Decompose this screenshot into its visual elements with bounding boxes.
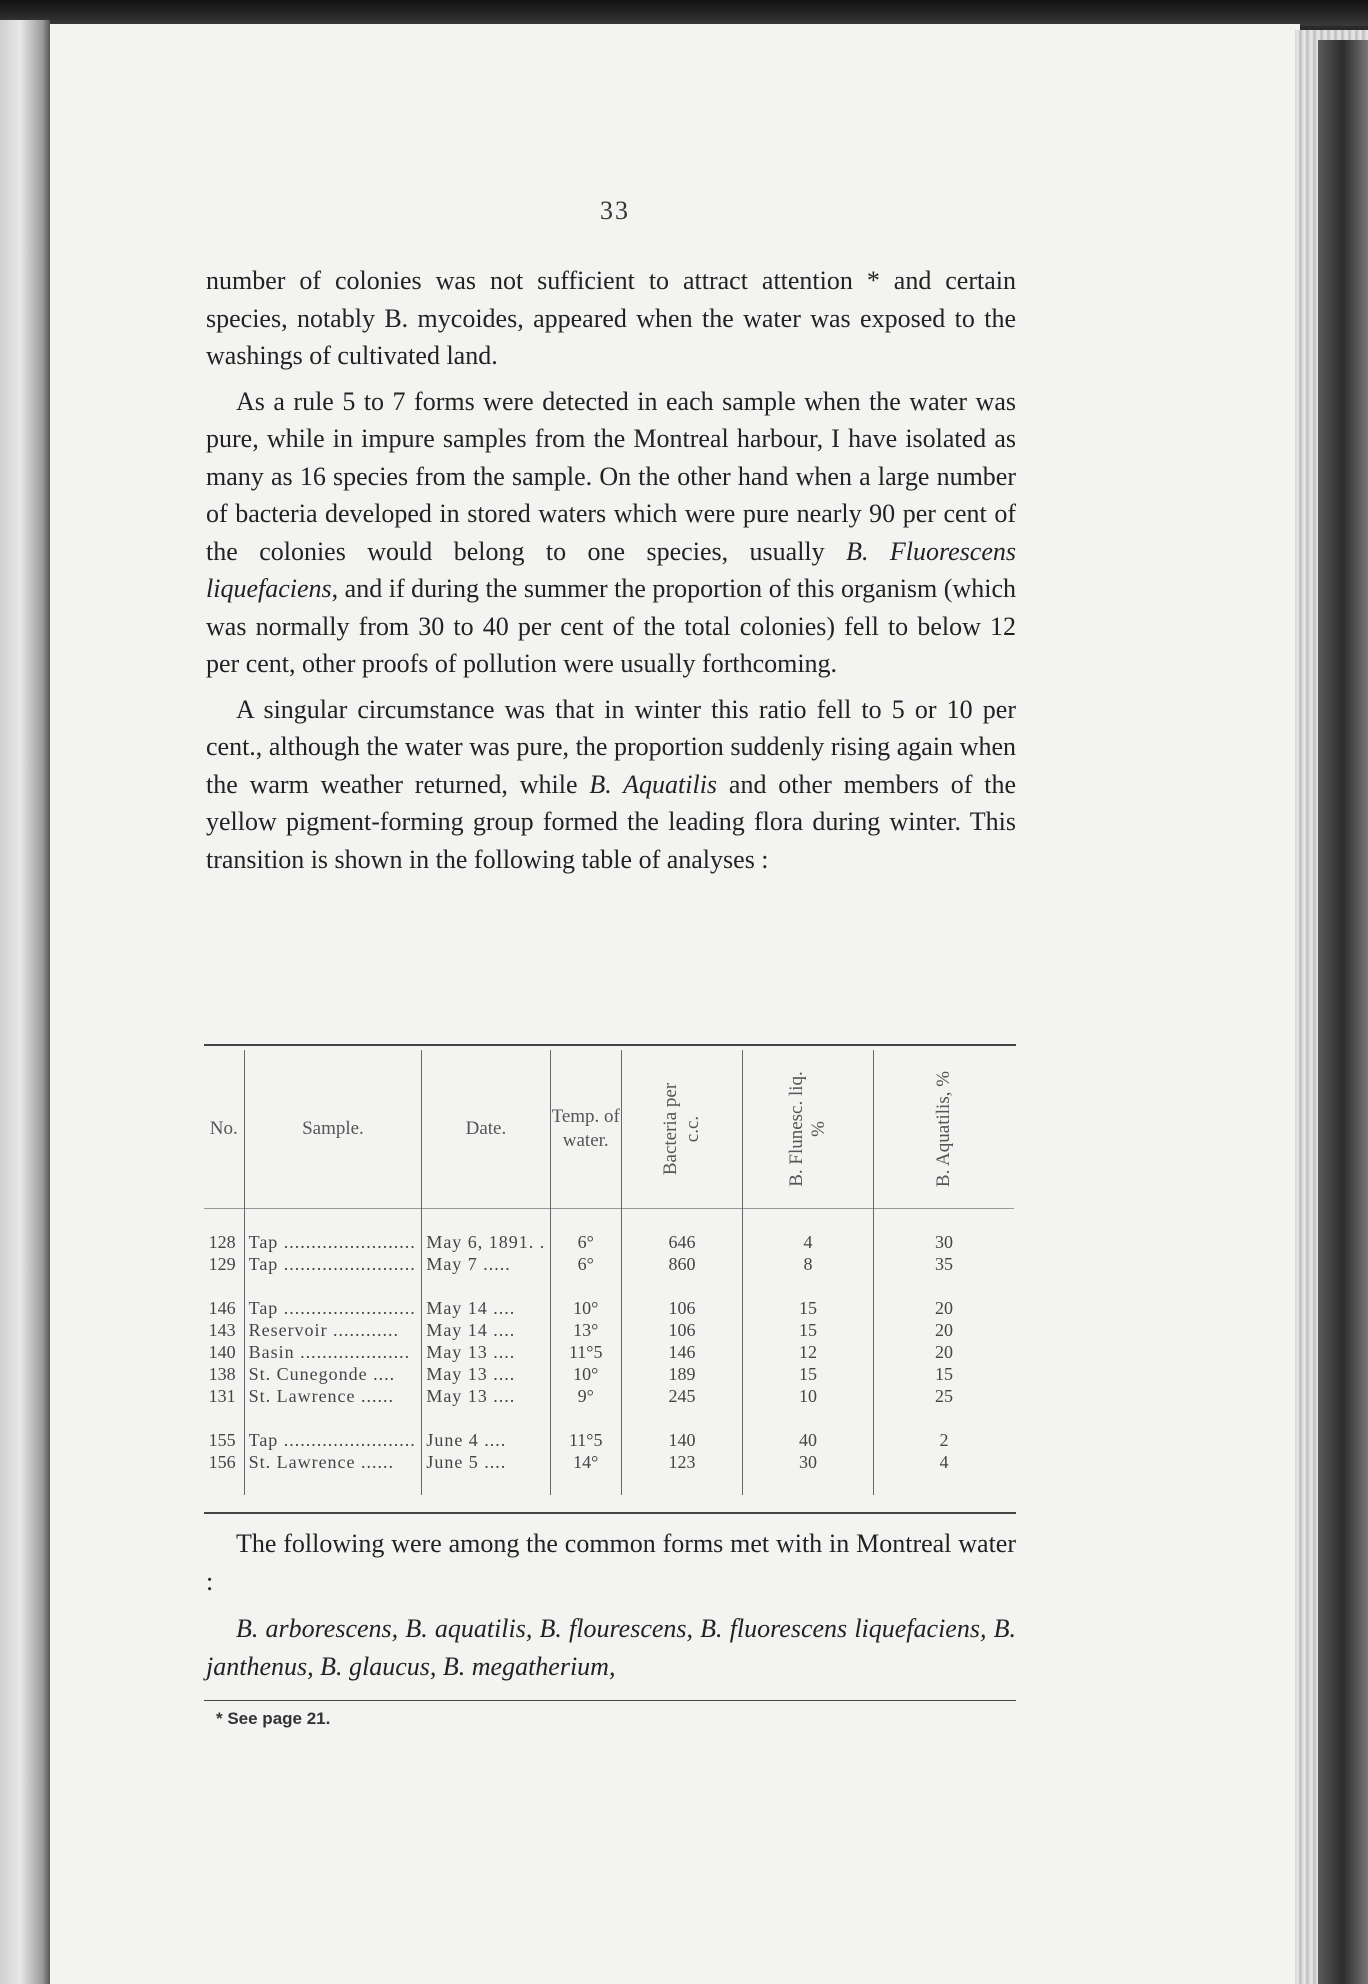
cell-flunesc: 40 [742, 1429, 873, 1451]
table-spacer-row [204, 1209, 1014, 1232]
cell-bacteria: 189 [621, 1363, 742, 1385]
header-bacteria: Bacteria per c.c. [621, 1050, 742, 1209]
cell-date: June 5 .... [422, 1451, 550, 1473]
table-row [204, 1319, 1014, 1341]
paragraph-4: The following were among the common forms met with in Montreal water : [206, 1529, 1016, 1596]
cell-sample: Tap ........................ [244, 1297, 422, 1319]
footnote: * See page 21. [216, 1709, 331, 1728]
cell-sample: Basin .................... [244, 1341, 422, 1363]
cell-no: 138 [204, 1363, 244, 1385]
cell-aquatilis: 20 [934, 1298, 953, 1318]
cell-no: 143 [204, 1319, 244, 1341]
table-bottom-rule [204, 1512, 1016, 1514]
cell-date: May 13 .... [422, 1341, 550, 1363]
cell-flunesc: 15 [742, 1297, 873, 1319]
header-date: Date. [422, 1050, 550, 1209]
cell-no: 129 [204, 1253, 244, 1275]
cell-no: 155 [204, 1429, 244, 1451]
cell-no: 156 [204, 1451, 244, 1473]
book-binding-edge [1318, 40, 1368, 1984]
cell-no: 140 [204, 1341, 244, 1363]
paragraph-1: number of colonies was not sufficient to attract attention * and certain species, notably B. mycoides, appeared when the water was exposed to the washings of cultivated land. [206, 266, 1016, 370]
paragraph-2: As a rule 5 to 7 forms were detected in each sample when the water was pure, while in impure samples from the Montreal harbour, I have isolated as many as 16 species from the sample. On the other hand when a large number of bacteria developed in stored waters which were pure nearly 90 per cent of the colonies would belong to one species, usually B. Fluorescens liquefaciens, and if during the summer the proportion of this organism (which was normally from 30 to 40 per cent of the total colonies) fell to below 12 per cent, other proofs of pollution were usually forthcoming. [206, 386, 1017, 678]
cell-sample: Tap ........................ [244, 1253, 422, 1275]
cell-flunesc: 10 [742, 1385, 873, 1407]
cell-bacteria: 146 [621, 1341, 742, 1363]
paragraph-5: B. arborescens, B. aquatilis, B. flourescens, B. fluorescens liquefaciens, B. janthenus, B. glaucus, B. megatherium, [206, 1614, 1016, 1681]
table-row [204, 1253, 1014, 1275]
cell-sample: St. Lawrence ...... [244, 1451, 422, 1473]
cell-aquatilis: 35 [934, 1254, 953, 1274]
table-spacer-row [204, 1275, 1014, 1297]
cell-date: May 13 .... [422, 1385, 550, 1407]
left-page-edge [0, 20, 50, 1984]
analyses-table [204, 1050, 1014, 1495]
cell-aquatilis: 25 [934, 1386, 953, 1406]
cell-flunesc: 8 [742, 1253, 873, 1275]
scanner-top-bar [0, 0, 1368, 26]
table-row [204, 1385, 1014, 1407]
cell-temp: 10° [550, 1297, 621, 1319]
header-no: No. [204, 1050, 244, 1209]
cell-flunesc: 12 [742, 1341, 873, 1363]
cell-aquatilis: 20 [934, 1320, 953, 1340]
cell-temp: 9° [550, 1385, 621, 1407]
body-text-bottom [206, 1525, 1016, 1693]
cell-aquatilis: 4 [939, 1452, 949, 1472]
cell-bacteria: 245 [621, 1385, 742, 1407]
cell-temp: 11°5 [550, 1429, 621, 1451]
cell-bacteria: 646 [621, 1231, 742, 1253]
cell-bacteria: 106 [621, 1319, 742, 1341]
table-body [204, 1209, 1014, 1496]
cell-temp: 6° [550, 1253, 621, 1275]
cell-aquatilis: 20 [934, 1342, 953, 1362]
table-row [204, 1231, 1014, 1253]
cell-aquatilis: 2 [939, 1430, 949, 1450]
table-row [204, 1429, 1014, 1451]
table-top-rule [204, 1044, 1016, 1046]
cell-aquatilis: 15 [934, 1364, 953, 1384]
cell-bacteria: 123 [621, 1451, 742, 1473]
cell-sample: St. Lawrence ...... [244, 1385, 422, 1407]
cell-no: 146 [204, 1297, 244, 1319]
cell-sample: Tap ........................ [244, 1231, 422, 1253]
footnote-rule [204, 1700, 1016, 1701]
cell-date: May 13 .... [422, 1363, 550, 1385]
table-spacer-row [204, 1473, 1014, 1495]
table-row [204, 1297, 1014, 1319]
cell-date: May 6, 1891. . [422, 1231, 550, 1253]
table-row [204, 1363, 1014, 1385]
cell-flunesc: 15 [742, 1319, 873, 1341]
cell-no: 131 [204, 1385, 244, 1407]
table-row [204, 1451, 1014, 1473]
cell-date: May 14 .... [422, 1319, 550, 1341]
cell-temp: 13° [550, 1319, 621, 1341]
cell-flunesc: 15 [742, 1363, 873, 1385]
cell-temp: 6° [550, 1231, 621, 1253]
cell-sample: St. Cunegonde .... [244, 1363, 422, 1385]
cell-bacteria: 860 [621, 1253, 742, 1275]
page-number: 33 [600, 196, 630, 225]
cell-sample: Reservoir ............ [244, 1319, 422, 1341]
paragraph-3: A singular circumstance was that in winter this ratio fell to 5 or 10 per cent., although the water was pure, the proportion suddenly rising again when the warm weather returned, while B. Aquatilis and other members of the yellow pigment-forming group formed the leading flora during winter. This transition is shown in the following table of analyses : [206, 694, 1017, 874]
cell-date: June 4 .... [422, 1429, 550, 1451]
table-row [204, 1341, 1014, 1363]
cell-flunesc: 30 [742, 1451, 873, 1473]
cell-no: 128 [204, 1231, 244, 1253]
cell-sample: Tap ........................ [244, 1429, 422, 1451]
header-temp: Temp. of water. [550, 1050, 621, 1209]
cell-temp: 10° [550, 1363, 621, 1385]
header-flunesc: B. Flunesc. liq. % [742, 1050, 873, 1209]
cell-temp: 14° [550, 1451, 621, 1473]
cell-temp: 11°5 [550, 1341, 621, 1363]
cell-bacteria: 140 [621, 1429, 742, 1451]
cell-date: May 14 .... [422, 1297, 550, 1319]
table-spacer-row [204, 1407, 1014, 1429]
cell-aquatilis: 30 [934, 1232, 953, 1252]
header-sample: Sample. [244, 1050, 422, 1209]
cell-flunesc: 4 [742, 1231, 873, 1253]
cell-date: May 7 ..... [422, 1253, 550, 1275]
cell-bacteria: 106 [621, 1297, 742, 1319]
body-text-top [206, 262, 1016, 886]
header-aquatilis: B. Aquatilis, % [932, 1070, 954, 1188]
